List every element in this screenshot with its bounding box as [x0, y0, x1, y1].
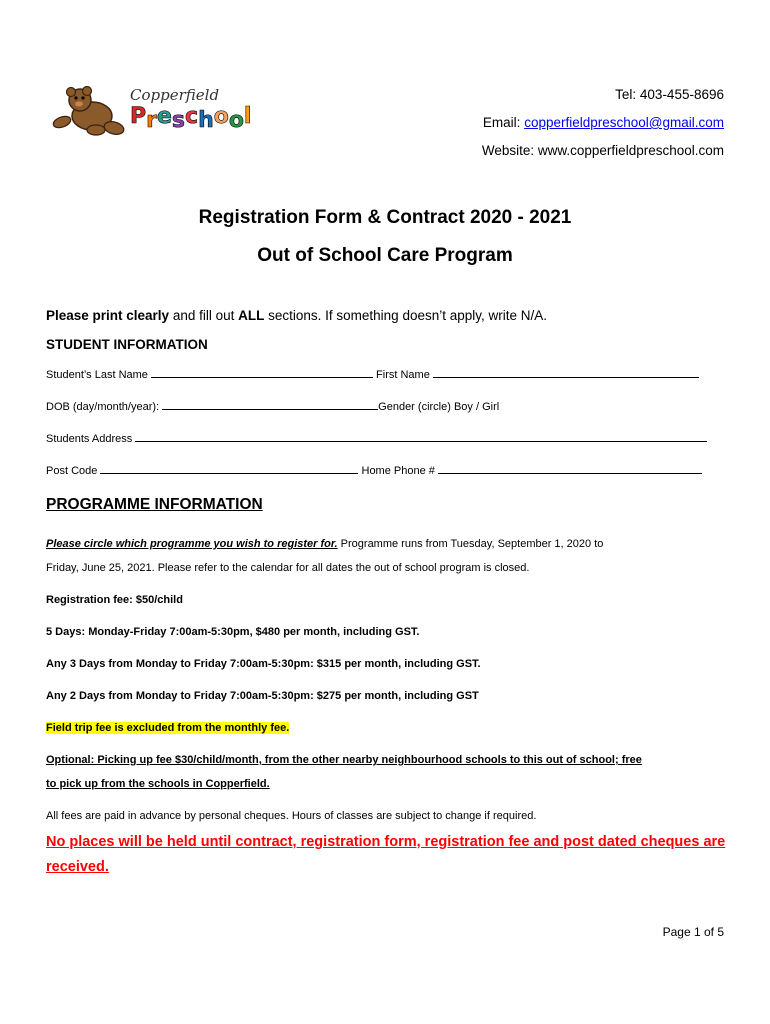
contact-tel: Tel: 403-455-8696	[615, 87, 724, 102]
field-trip-note: Field trip fee is excluded from the monthly fee.	[46, 722, 290, 734]
instructions-bold1: Please print clearly	[46, 308, 170, 323]
optional-row	[46, 748, 726, 772]
optional-text-2: to pick up from the schools in Copperfield.	[46, 778, 270, 790]
contact-website: Website: www.copperfieldpreschool.com	[481, 143, 724, 158]
optional-text: from the other nearby neighbourhood schools to this out of school; free	[261, 754, 642, 766]
dob-input[interactable]	[162, 399, 378, 410]
first-name-input[interactable]	[433, 367, 699, 378]
page-number: Page 1 of 5	[662, 925, 724, 939]
contact-email	[483, 115, 724, 130]
logo-letter: c	[185, 104, 199, 129]
three-days-option: Any 3 Days from Monday to Friday 7:00am-5:30pm: $315 per month, including GST.	[46, 658, 481, 670]
logo-letter: e	[156, 104, 172, 129]
logo-letter: l	[243, 104, 252, 129]
warning-note: No places will be held until contract, registration form, registration fee and post dated cheques are received.	[46, 834, 726, 875]
two-days-option: Any 2 Days from Monday to Friday 7:00am-5:30pm: $275 per month, including GST	[46, 690, 479, 702]
form-title: Registration Form & Contract 2020 - 2021	[198, 207, 572, 228]
logo-letter: o	[213, 104, 229, 129]
address-label: Students Address	[46, 433, 133, 445]
last-name-label: Student’s Last Name	[46, 369, 148, 381]
runs-text-2: Friday, June 25, 2021. Please refer to the calendar for all dates the out of school program is closed.	[46, 562, 530, 574]
logo-wordmark	[130, 106, 252, 131]
logo	[52, 84, 302, 140]
logo-letter: P	[130, 104, 147, 129]
runs-text: Programme runs from Tuesday, September 1, 2020 to	[337, 538, 604, 550]
form-subtitle: Out of School Care Program	[257, 245, 513, 266]
logo-letter: s	[171, 108, 186, 133]
post-code-input[interactable]	[100, 463, 358, 474]
first-name-label: First Name	[376, 369, 430, 381]
post-code-label: Post Code	[46, 465, 98, 477]
home-phone-label: Home Phone #	[361, 465, 435, 477]
instructions-bold2: ALL	[238, 308, 265, 323]
instructions	[46, 308, 547, 323]
registration-fee: Registration fee: $50/child	[46, 594, 183, 606]
fees-note: All fees are paid in advance by personal cheques. Hours of classes are subject to change if required.	[46, 810, 537, 822]
gender-label: Gender (circle) Boy / Girl	[378, 401, 500, 413]
programme-heading: PROGRAMME INFORMATION	[46, 496, 263, 513]
programme-runs	[46, 532, 726, 556]
home-phone-input[interactable]	[438, 463, 702, 474]
address-input[interactable]	[135, 431, 707, 442]
programme-details	[46, 532, 726, 828]
student-dob-row	[46, 399, 499, 413]
bear-mascot-icon	[52, 86, 132, 138]
circle-note: Please circle which programme you wish to register for.	[46, 538, 338, 550]
instructions-text1: and fill out	[169, 308, 239, 323]
instructions-text2: sections. If something doesn’t apply, write N/A.	[264, 308, 548, 323]
logo-letter: r	[146, 108, 157, 133]
five-days-option: 5 Days: Monday-Friday 7:00am-5:30pm, $480 per month, including GST.	[46, 626, 420, 638]
logo-line1: Copperfield	[130, 86, 220, 104]
student-postcode-row	[46, 463, 702, 477]
last-name-input[interactable]	[151, 367, 373, 378]
email-label: Email:	[482, 115, 521, 130]
optional-fee: Optional: Picking up fee $30/child/month,	[46, 754, 262, 766]
field-trip-row	[46, 716, 726, 740]
dob-label: DOB (day/month/year):	[46, 401, 160, 413]
student-address-row	[46, 431, 707, 445]
logo-letter: o	[228, 108, 244, 133]
student-name-row	[46, 367, 699, 381]
logo-letter: h	[198, 108, 214, 133]
student-heading: STUDENT INFORMATION	[46, 337, 208, 352]
email-link[interactable]: copperfieldpreschool@gmail.com	[524, 115, 724, 130]
